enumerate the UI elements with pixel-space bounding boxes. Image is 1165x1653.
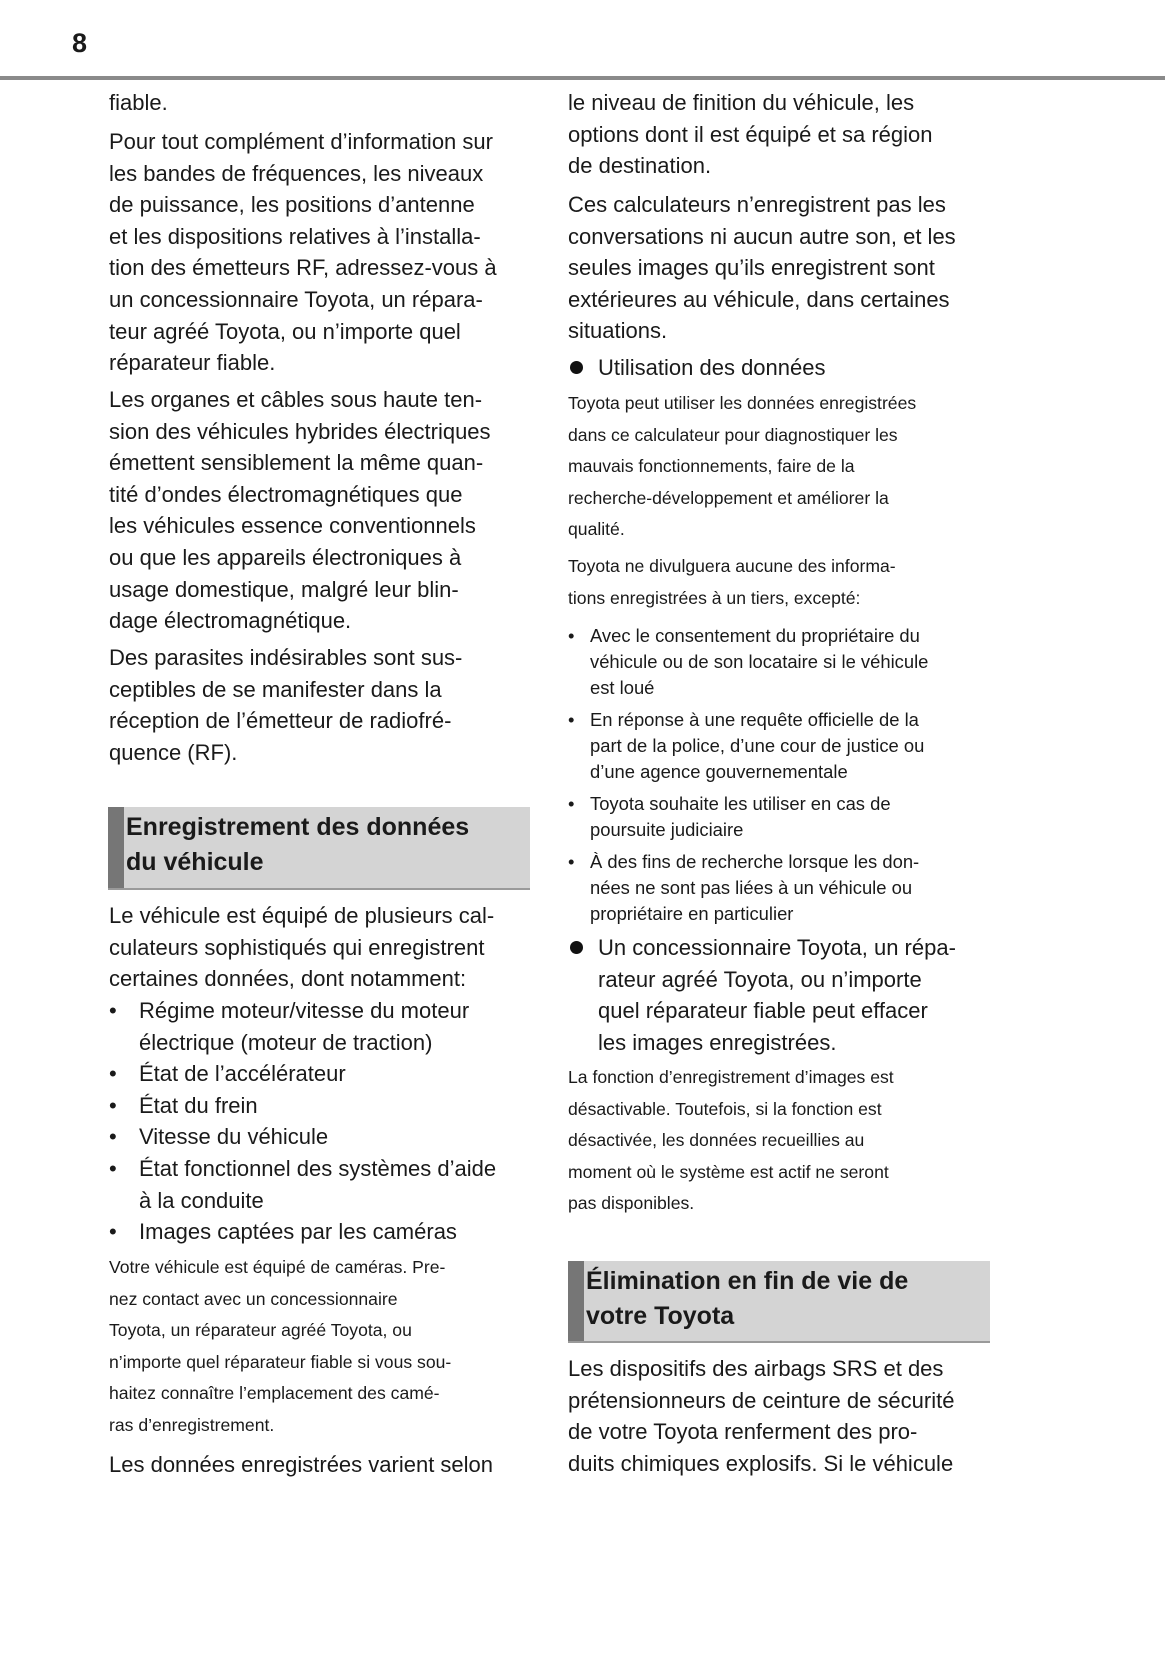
note-paragraph [568, 551, 1008, 614]
list-item [568, 849, 1008, 927]
text-line: désactivable. Toutefois, si la fonction est [568, 1098, 882, 1119]
text-line: teur agréé Toyota, ou n’importe quel [109, 318, 461, 344]
page-number: 8 [72, 28, 88, 58]
text-line: émettent sensiblement la même quan- [109, 450, 484, 476]
list-item [109, 1216, 549, 1248]
text-line: À des fins de recherche lorsque les don- • [568, 849, 1008, 875]
text-line: d’une agence gouvernementale [590, 761, 848, 782]
text-line: Le véhicule est équipé de plusieurs cal- [109, 903, 495, 928]
bullet-marker: • [109, 998, 117, 1023]
text-line: véhicule ou de son locataire si le véhicule [590, 651, 929, 672]
section-heading [108, 807, 530, 890]
list-item [109, 1058, 549, 1090]
text-line: culateurs sophistiqués qui enregistrent [109, 934, 485, 960]
list-item [109, 1121, 549, 1153]
text-line: désactivée, les données recueillies au [568, 1130, 865, 1151]
text-line: seules images qu’ils enregistrent sont [568, 255, 935, 281]
bullet-list [109, 995, 549, 1248]
note-paragraph [568, 1062, 1008, 1220]
heading-bar [108, 807, 124, 888]
text-line: Les dispositifs des airbags SRS et des [568, 1356, 944, 1381]
dot-item [568, 352, 1008, 384]
text-line: Vitesse du véhicule • [109, 1121, 549, 1153]
text-line: nez contact avec un concessionnaire [109, 1288, 398, 1309]
text-line: recherche-développement et améliorer la [568, 487, 889, 508]
text-line: usage domestique, malgré leur blin- [109, 576, 459, 602]
text-line: de puissance, les positions d’antenne [109, 192, 475, 218]
paragraph [109, 900, 549, 995]
text-line: un concessionnaire Toyota, un répara- [109, 286, 483, 312]
heading-bar [568, 1261, 584, 1341]
text-line: dans ce calculateur pour diagnostiquer les [568, 424, 898, 445]
bullet-dot-icon [570, 941, 583, 954]
bullet-marker: • [109, 1092, 117, 1118]
text-line: tions enregistrées à un tiers, excepté: [568, 587, 861, 608]
text-line: réception de l’émetteur de radiofré- [109, 708, 452, 734]
text-line: État de l’accélérateur • [109, 1058, 549, 1090]
text-line: tion des émetteurs RF, adressez-vous à [109, 255, 497, 281]
text-line: Enregistrement des données [126, 813, 470, 841]
text-line: haitez connaître l’emplacement des camé- [109, 1383, 440, 1404]
section-heading [568, 1261, 990, 1343]
bullet-marker: • [568, 625, 575, 646]
text-line: Images captées par les caméras • [109, 1216, 549, 1248]
bullet-marker: • [109, 1155, 117, 1181]
bullet-marker: • [109, 1219, 117, 1245]
text-line: est loué [590, 677, 655, 698]
text-line: les bandes de fréquences, les niveaux [109, 160, 484, 186]
text-line: sion des véhicules hybrides électriques [109, 418, 491, 444]
text-line: de destination. [568, 153, 712, 179]
text-line: part de la police, d’une cour de justice ou [590, 735, 925, 756]
text-line: les véhicules essence conventionnels [109, 513, 476, 539]
paragraph [568, 189, 1008, 347]
text-line: quence (RF). [109, 739, 238, 765]
header-rule [0, 76, 1165, 80]
text-line: prétensionneurs de ceinture de sécurité [568, 1387, 955, 1413]
bullet-marker: • [568, 709, 575, 730]
text-line: fiable. [109, 90, 168, 115]
bullet-marker: • [568, 851, 575, 872]
text-line: dage électromagnétique. [109, 608, 352, 634]
text-line: propriétaire en particulier [590, 903, 794, 924]
paragraph [109, 1449, 549, 1481]
list-item [568, 623, 1008, 701]
bullet-list [568, 623, 1008, 933]
note-paragraph [109, 1252, 549, 1442]
text-line: certaines données, dont notamment: [109, 966, 467, 992]
bullet-marker: • [109, 1061, 117, 1087]
text-line: de votre Toyota renferment des pro- [568, 1419, 918, 1445]
list-item [109, 995, 549, 1058]
text-line: mauvais fonctionnements, faire de la [568, 456, 855, 477]
text-line: le niveau de finition du véhicule, les [568, 90, 915, 115]
text-line: n’importe quel réparateur fiable si vous sou- [109, 1351, 452, 1372]
text-line: Pour tout complément d’information sur [109, 129, 493, 154]
text-line: Ces calculateurs n’enregistrent pas les [568, 192, 946, 217]
text-line: État fonctionnel des systèmes d’aide • [109, 1153, 549, 1185]
text-line: du véhicule [126, 848, 264, 876]
heading-text [586, 1264, 908, 1334]
dot-item [568, 932, 1008, 1058]
text-line: Toyota souhaite les utiliser en cas de • [568, 791, 1008, 817]
text-line: quel réparateur fiable peut effacer [598, 998, 928, 1024]
text-line: moment où le système est actif ne seront [568, 1161, 889, 1182]
text-line: Les données enregistrées varient selon [109, 1452, 494, 1477]
text-line: situations. [568, 318, 668, 344]
note-paragraph [568, 388, 1008, 546]
text-line: électrique (moteur de traction) [139, 1029, 433, 1055]
text-line: Votre véhicule est équipé de caméras. Pre- [109, 1257, 446, 1277]
text-line: les images enregistrées. [598, 1029, 837, 1055]
heading-text [126, 810, 469, 880]
text-line: Les organes et câbles sous haute ten- [109, 387, 483, 412]
bullet-dot-icon [570, 361, 583, 374]
text-line: pas disponibles. [568, 1193, 695, 1214]
text-line: et les dispositions relatives à l’installa- [109, 223, 481, 249]
text-line: tité d’ondes électromagnétiques que [109, 481, 463, 507]
text-line: extérieures au véhicule, dans certaines [568, 286, 950, 312]
text-line: La fonction d’enregistrement d’images est [568, 1067, 894, 1087]
text-line: poursuite judiciaire [590, 819, 744, 840]
text-line: conversations ni aucun autre son, et les [568, 223, 956, 249]
list-item [568, 791, 1008, 843]
text-line: Des parasites indésirables sont sus- [109, 645, 463, 670]
paragraph [109, 384, 549, 637]
text-line: Avec le consentement du propriétaire du • [568, 623, 1008, 649]
text-line: Un concessionnaire Toyota, un répa- [598, 935, 956, 960]
text-line: nées ne sont pas liées à un véhicule ou [590, 877, 913, 898]
paragraph [109, 87, 549, 119]
text-line: rateur agréé Toyota, ou n’importe [598, 966, 922, 992]
text-line: Toyota, un réparateur agréé Toyota, ou [109, 1320, 412, 1341]
text-line: duits chimiques explosifs. Si le véhicule [568, 1450, 954, 1476]
text-line: État du frein • [109, 1090, 549, 1122]
list-item [109, 1153, 549, 1216]
bullet-marker: • [568, 793, 575, 814]
text-line: ceptibles de se manifester dans la [109, 676, 442, 702]
text-line: options dont il est équipé et sa région [568, 121, 933, 147]
text-line: En réponse à une requête officielle de la • [568, 707, 1008, 733]
text-line: à la conduite [139, 1187, 264, 1213]
list-item [568, 707, 1008, 785]
text-line: Toyota ne divulguera aucune des informa- [568, 556, 896, 576]
paragraph [568, 1353, 1008, 1479]
text-line: réparateur fiable. [109, 350, 276, 376]
text-line: ou que les appareils électroniques à [109, 544, 462, 570]
text-line: Élimination en fin de vie de [586, 1267, 909, 1295]
paragraph [109, 126, 549, 379]
bullet-marker: • [109, 1124, 117, 1150]
list-item [109, 1090, 549, 1122]
text-line: votre Toyota [586, 1302, 735, 1330]
paragraph [109, 642, 549, 768]
paragraph [568, 87, 1008, 182]
text-line: ras d’enregistrement. [109, 1414, 275, 1435]
text-line: Utilisation des données [598, 355, 826, 380]
text-line: qualité. [568, 519, 625, 540]
text-line: Toyota peut utiliser les données enregistrées [568, 393, 917, 413]
text-line: Régime moteur/vitesse du moteur • [109, 995, 549, 1027]
